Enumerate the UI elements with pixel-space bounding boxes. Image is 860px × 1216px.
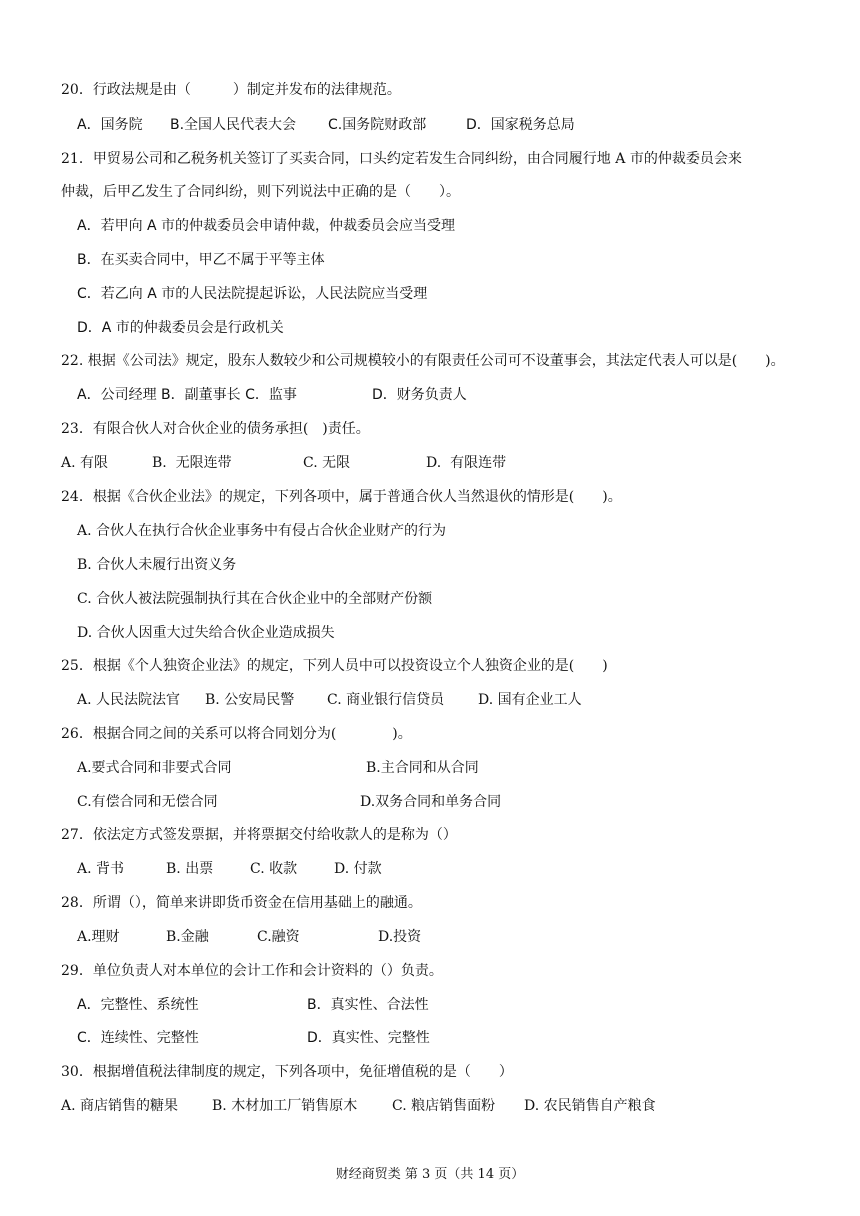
option-26-b: B.主合同和从合同: [366, 760, 479, 776]
question-27-stem: 27．依法定方式签发票据，并将票据交付给收款人的是称为（）: [61, 827, 457, 843]
option-27-b: B. 出票: [166, 861, 214, 877]
option-25-c: C. 商业银行信贷员: [327, 692, 445, 708]
question-30-stem: 30．根据增值税法律制度的规定，下列各项中，免征增值税的是（ ）: [61, 1064, 513, 1080]
option-27-a: A. 背书: [77, 861, 125, 877]
option-23-a: A. 有限: [61, 455, 109, 471]
option-30-d: D. 农民销售自产粮食: [524, 1098, 656, 1114]
option-22-abc: A．公司经理 B．副董事长 C．监事: [77, 387, 297, 403]
option-20-d: D．国家税务总局: [466, 117, 575, 133]
option-20-a: A．国务院: [77, 117, 143, 133]
option-29-a: A．完整性、系统性: [77, 997, 199, 1013]
question-21-stem: 21．甲贸易公司和乙税务机关签订了买卖合同，口头约定若发生合同纠纷，由合同履行地 A 市的仲裁委员会来: [61, 151, 742, 167]
option-25-a: A. 人民法院法官: [77, 692, 181, 708]
option-23-b: B. 无限连带: [152, 455, 232, 471]
question-24-stem: 24．根据《合伙企业法》的规定，下列各项中，属于普通合伙人当然退伙的情形是( )。: [61, 489, 622, 505]
question-26-stem: 26．根据合同之间的关系可以将合同划分为( )。: [61, 726, 412, 742]
question-28-stem: 28．所谓（），简单来讲即货币资金在信用基础上的融通。: [61, 895, 422, 911]
option-28-b: B.金融: [166, 929, 209, 945]
option-26-d: D.双务合同和单务合同: [360, 794, 502, 810]
option-26-a: A.要式合同和非要式合同: [77, 760, 232, 776]
option-21-b: B．在买卖合同中，甲乙不属于平等主体: [77, 252, 325, 268]
option-22-d: D．财务负责人: [372, 387, 467, 403]
option-26-c: C.有偿合同和无偿合同: [77, 794, 218, 810]
question-22-stem: 22. 根据《公司法》规定，股东人数较少和公司规模较小的有限责任公司可不设董事会，其法定代表人可以是( )。: [61, 353, 785, 369]
option-30-c: C. 粮店销售面粉: [392, 1098, 496, 1114]
option-29-c: C．连续性、完整性: [77, 1030, 199, 1046]
option-28-d: D.投资: [378, 929, 422, 945]
page-footer: 财经商贸类 第 3 页（共 14 页）: [335, 1167, 525, 1182]
option-24-b: B. 合伙人未履行出资义务: [77, 557, 237, 573]
option-25-d: D. 国有企业工人: [478, 692, 582, 708]
option-21-c: C．若乙向 A 市的人民法院提起诉讼，人民法院应当受理: [77, 286, 428, 302]
option-28-a: A.理财: [77, 929, 120, 945]
option-27-c: C. 收款: [250, 861, 298, 877]
question-21-stem-continued: 仲裁，后甲乙发生了合同纠纷，则下列说法中正确的是（ ）。: [61, 184, 460, 200]
question-25-stem: 25．根据《个人独资企业法》的规定，下列人员中可以投资设立个人独资企业的是( ): [61, 658, 608, 674]
option-20-b: B.全国人民代表大会: [170, 117, 297, 133]
option-30-a: A. 商店销售的糖果: [61, 1098, 179, 1114]
option-29-b: B．真实性、合法性: [307, 997, 429, 1013]
question-29-stem: 29．单位负责人对本单位的会计工作和会计资料的（）负责。: [61, 963, 443, 979]
option-30-b: B. 木材加工厂销售原木: [212, 1098, 358, 1114]
option-25-b: B. 公安局民警: [205, 692, 295, 708]
option-29-d: D．真实性、完整性: [307, 1030, 430, 1046]
option-24-d: D. 合伙人因重大过失给合伙企业造成损失: [77, 625, 335, 641]
option-23-c: C. 无限: [303, 455, 351, 471]
option-24-a: A. 合伙人在执行合伙企业事务中有侵占合伙企业财产的行为: [77, 523, 447, 539]
option-24-c: C. 合伙人被法院强制执行其在合伙企业中的全部财产份额: [77, 591, 433, 607]
question-20-stem: 20．行政法规是由（ ）制定并发布的法律规范。: [61, 82, 401, 98]
option-28-c: C.融资: [257, 929, 300, 945]
question-23-stem: 23．有限合伙人对合伙企业的债务承担( )责任。: [61, 421, 370, 437]
option-20-c: C.国务院财政部: [328, 117, 427, 133]
option-23-d: D. 有限连带: [426, 455, 507, 471]
option-21-a: A．若甲向 A 市的仲裁委员会申请仲裁，仲裁委员会应当受理: [77, 218, 456, 234]
option-27-d: D. 付款: [334, 861, 382, 877]
option-21-d: D．A 市的仲裁委员会是行政机关: [77, 320, 284, 336]
